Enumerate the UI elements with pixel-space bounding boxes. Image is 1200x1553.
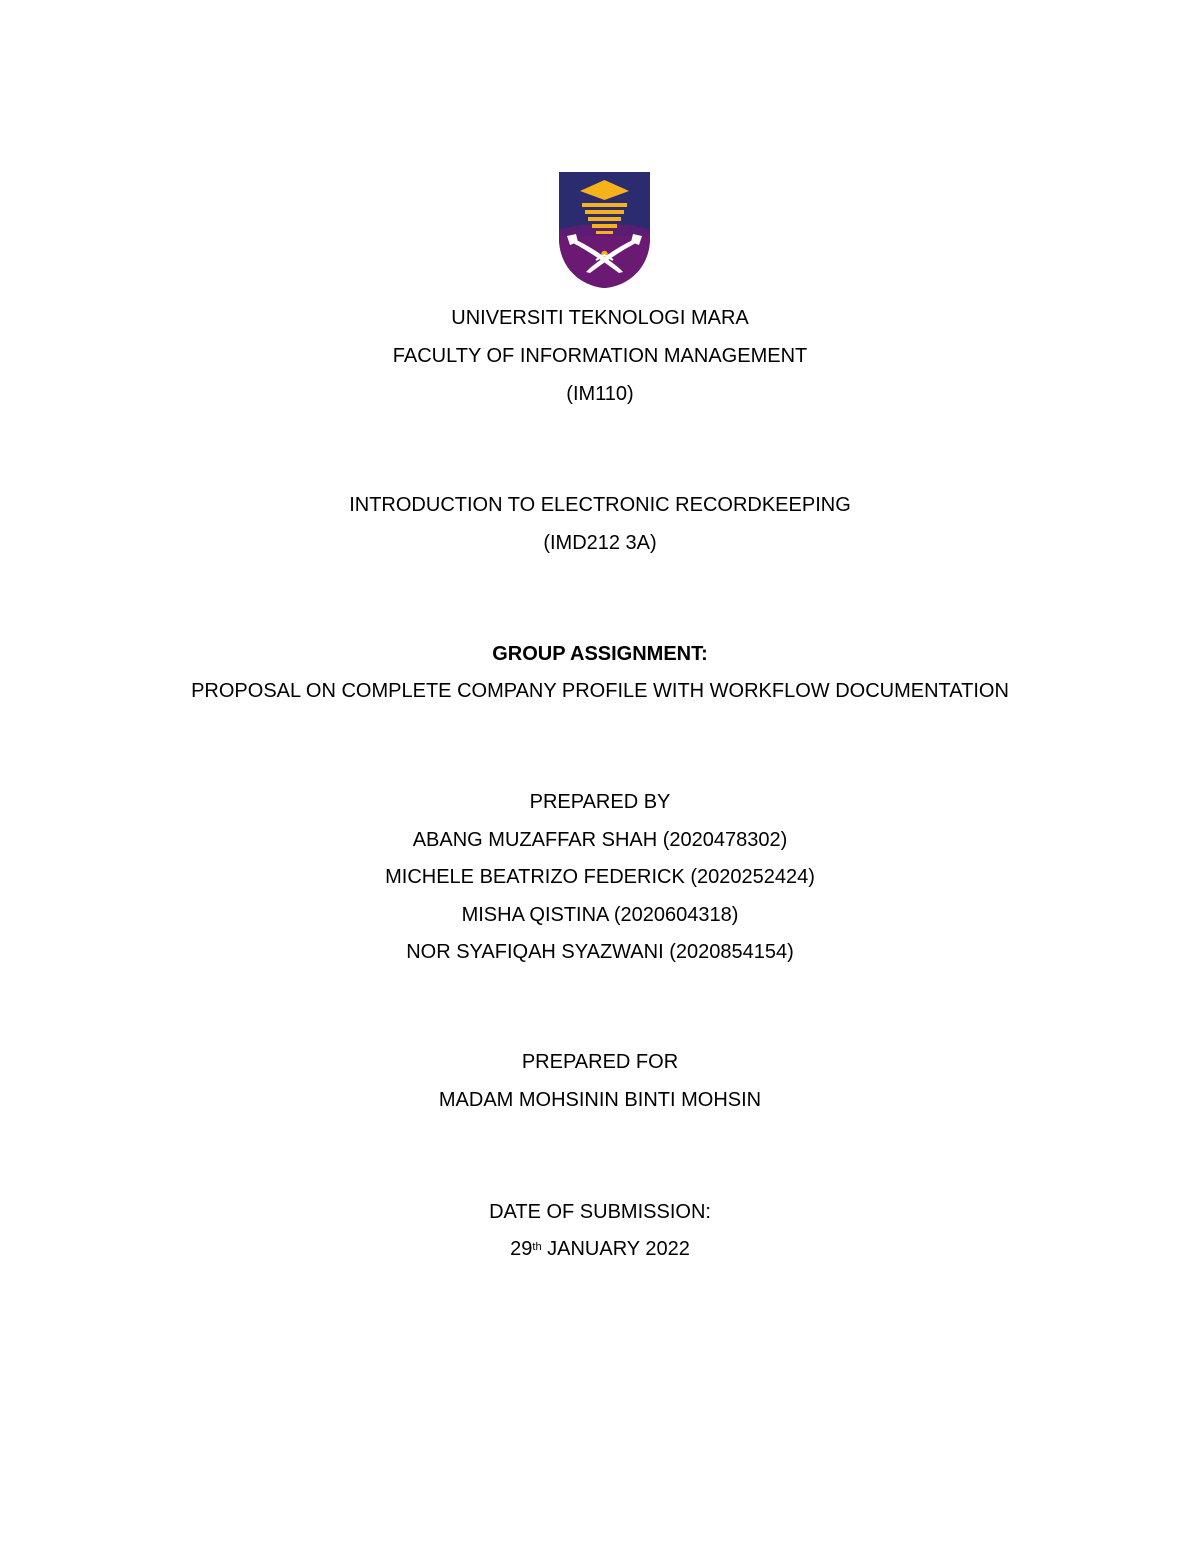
- course-title: INTRODUCTION TO ELECTRONIC RECORDKEEPING: [349, 494, 851, 516]
- submission-month-year: JANUARY 2022: [541, 1238, 690, 1260]
- submission-day-suffix: th: [532, 1241, 542, 1253]
- lecturer-name: MADAM MOHSININ BINTI MOHSIN: [438, 1089, 762, 1111]
- member-name: ABANG MUZAFFAR SHAH (2020478302): [412, 829, 788, 851]
- course-code: (IMD212 3A): [543, 532, 657, 554]
- faculty-name: FACULTY OF INFORMATION MANAGEMENT: [392, 345, 808, 367]
- prepared-for-label: PREPARED FOR: [521, 1051, 679, 1073]
- member-name: MISHA QISTINA (2020604318): [461, 904, 739, 926]
- member-name: NOR SYAFIQAH SYAZWANI (2020854154): [406, 941, 794, 963]
- university-name: UNIVERSITI TEKNOLOGI MARA: [451, 307, 749, 329]
- program-code: (IM110): [566, 383, 634, 405]
- submission-date: [0, 1237, 1200, 1261]
- member-name: MICHELE BEATRIZO FEDERICK (2020252424): [385, 866, 815, 888]
- assignment-heading: GROUP ASSIGNMENT:: [492, 643, 708, 665]
- assignment-title: PROPOSAL ON COMPLETE COMPANY PROFILE WITH WORKFLOW DOCUMENTATION: [191, 680, 1009, 702]
- submission-label: DATE OF SUBMISSION:: [489, 1201, 711, 1223]
- submission-day: 29: [510, 1238, 533, 1260]
- prepared-by-label: PREPARED BY: [529, 791, 671, 813]
- uitm-crest-icon: [559, 172, 650, 288]
